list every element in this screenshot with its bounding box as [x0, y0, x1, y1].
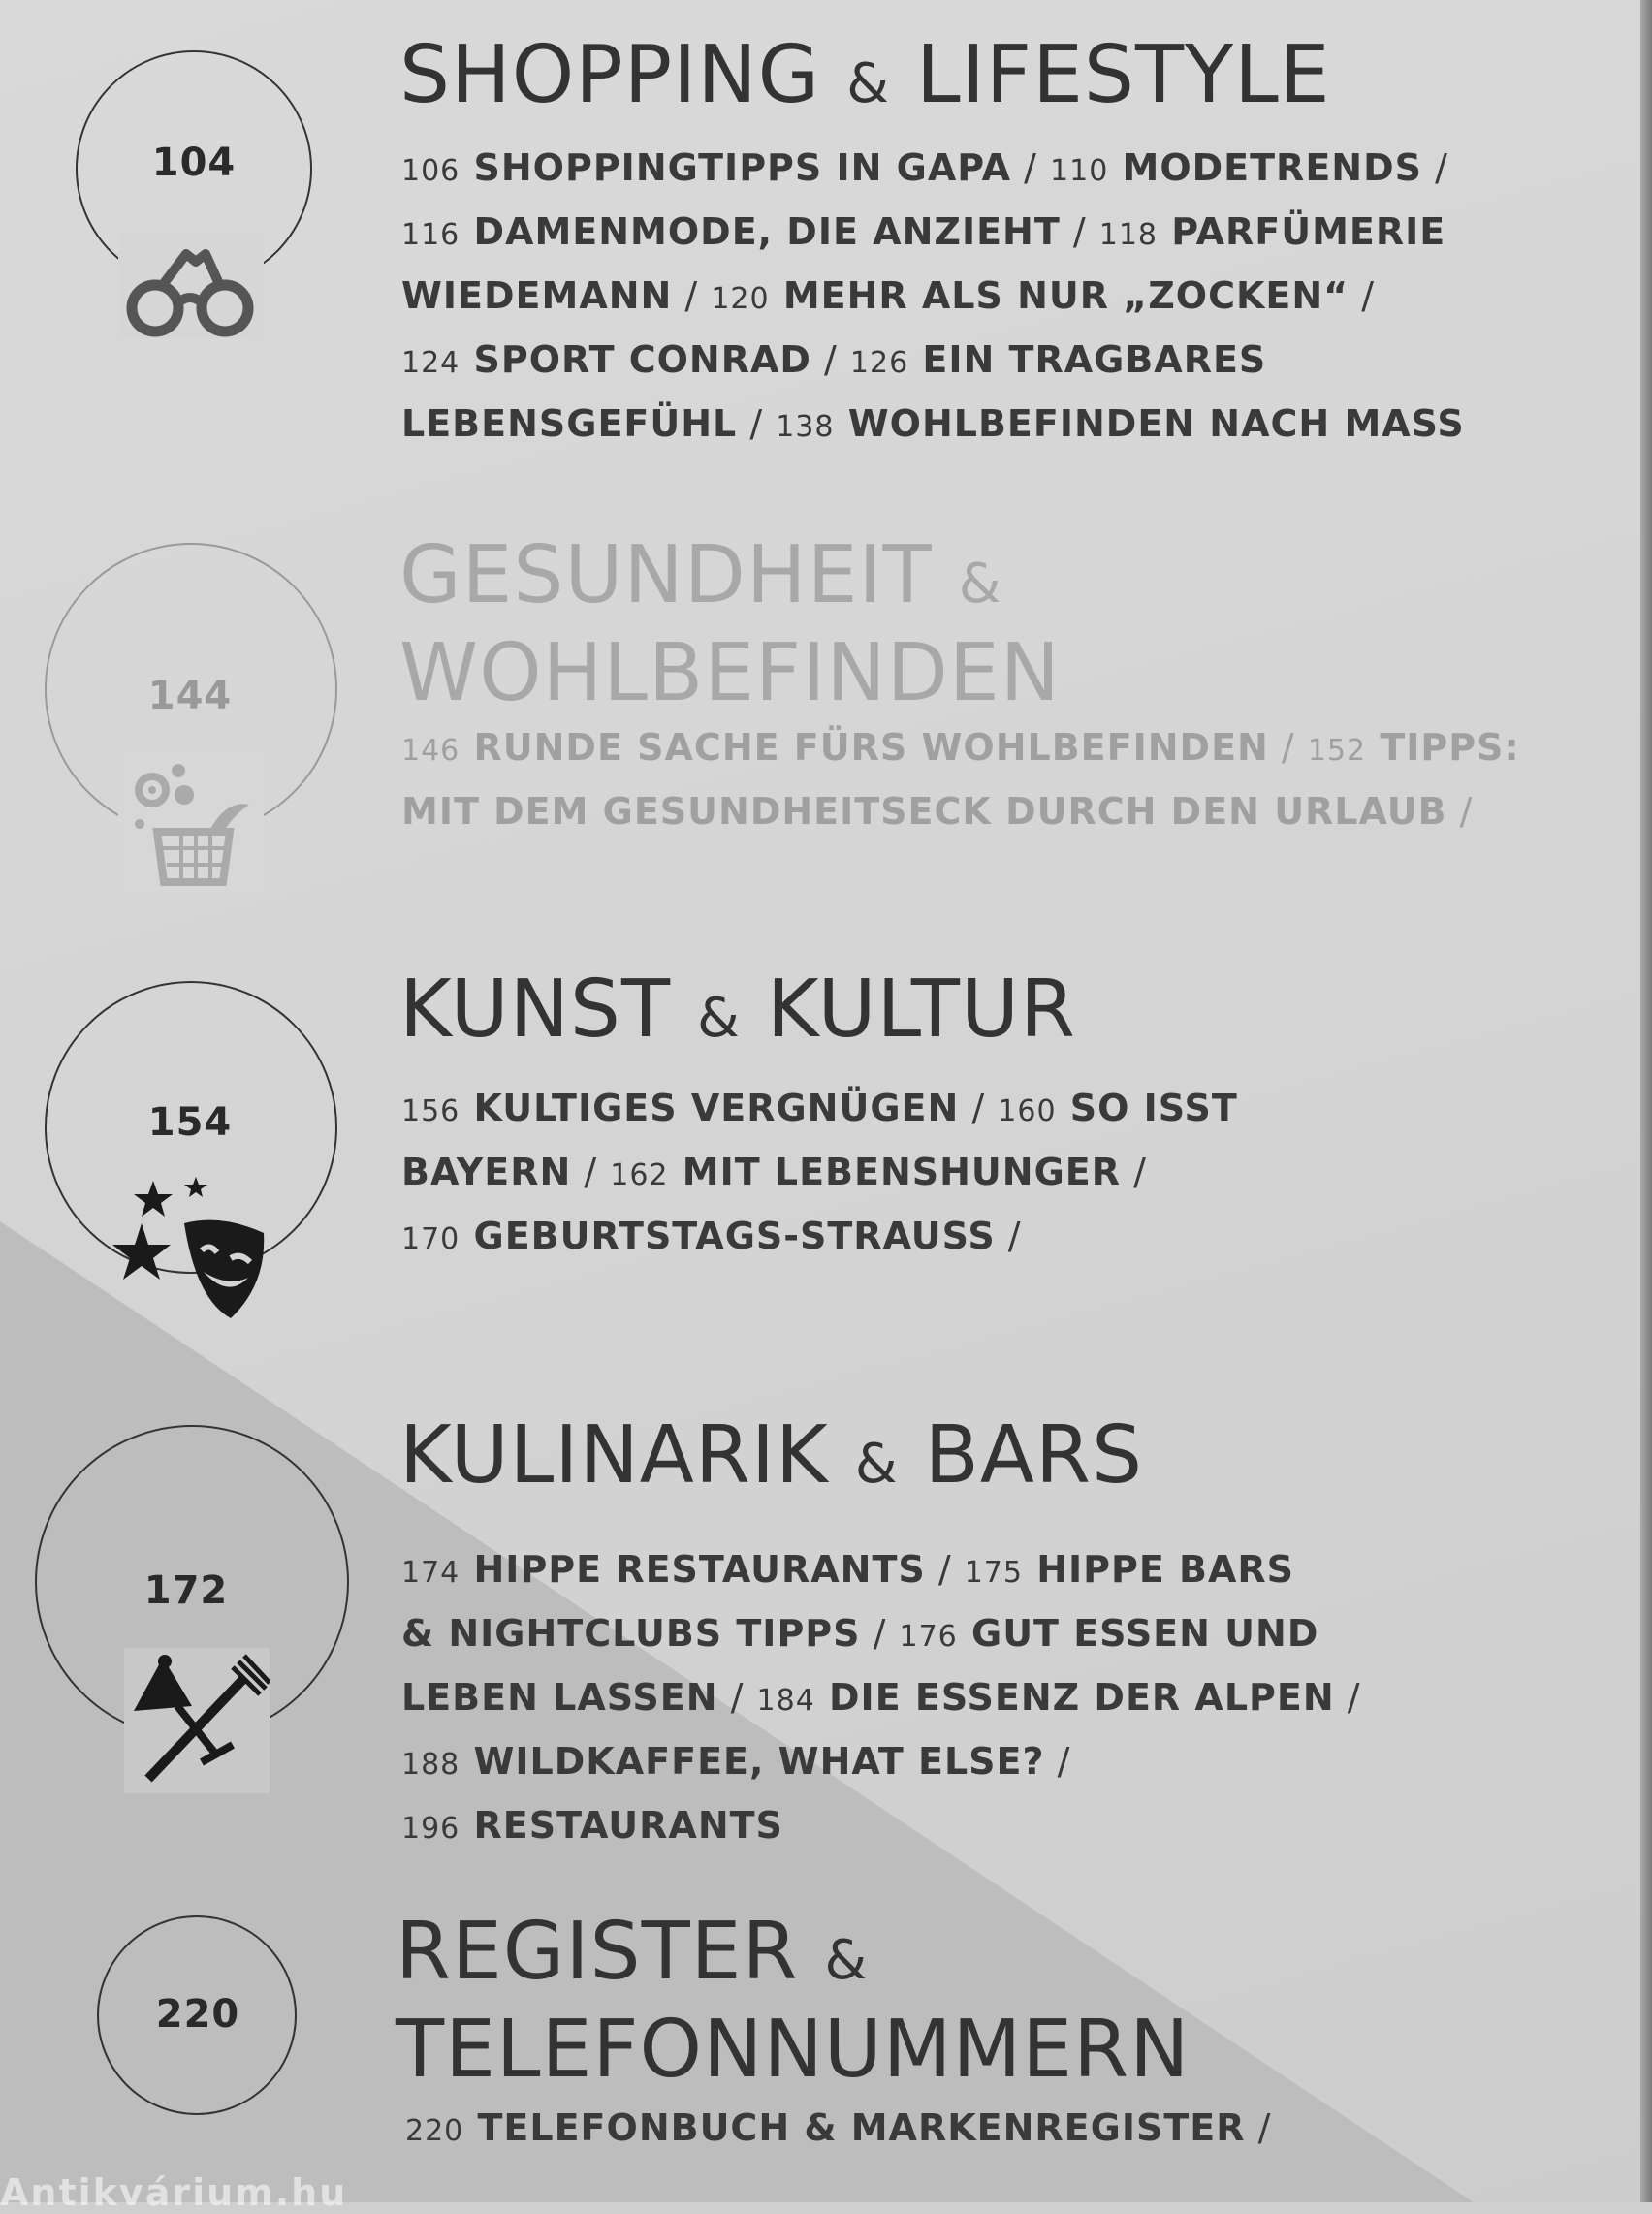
section-title: SHOPPING & LIFESTYLE [399, 29, 1331, 121]
toc-entry-title: HIPPE RESTAURANTS [473, 1548, 926, 1591]
separator: / [1060, 210, 1099, 253]
toc-entry-title: RESTAURANTS [473, 1804, 783, 1847]
toc-line [401, 717, 1520, 781]
toc-entry-title: TIPPS: [1380, 726, 1520, 769]
separator: / [737, 402, 777, 445]
toc-page-number: 110 [1050, 154, 1109, 188]
toc-entry-title: MIT LEBENSHUNGER [682, 1151, 1121, 1193]
glasses-icon [118, 233, 264, 339]
toc-entry-title: GEBURTSTAGS-STRAUSS [473, 1215, 996, 1257]
cocktail-fork-icon [124, 1648, 270, 1793]
separator: / [1121, 1151, 1147, 1193]
toc-page-number: 170 [401, 1222, 461, 1256]
toc-entry-title: BAYERN [401, 1151, 572, 1193]
page-number: 144 [147, 674, 233, 718]
toc-entry-title: SO ISST [1069, 1087, 1238, 1129]
flower-basket-icon [118, 746, 264, 892]
toc-entry-title: LEBEN LASSEN [401, 1676, 718, 1719]
toc-page-number: 152 [1307, 734, 1367, 768]
toc-entry-title: RUNDE SACHE FÜRS WOHLBEFINDEN [473, 726, 1269, 769]
toc-line [401, 1206, 1516, 1270]
page-number: 172 [143, 1568, 229, 1613]
toc-line [401, 1142, 1516, 1206]
separator: / [1245, 2106, 1272, 2149]
toc-page-number: 174 [401, 1556, 461, 1590]
toc-page-number: 124 [401, 346, 461, 380]
toc-page-number: 156 [401, 1094, 461, 1128]
toc-page-number: 184 [756, 1684, 815, 1718]
toc-page-number: 106 [401, 154, 461, 188]
toc-line [401, 202, 1516, 266]
toc-line [401, 1731, 1516, 1795]
toc-entry-title: HIPPE BARS [1036, 1548, 1295, 1591]
toc-entry-title: & NIGHTCLUBS TIPPS [401, 1612, 861, 1655]
toc-entry-title: SPORT CONRAD [473, 338, 811, 381]
page-edge [1640, 0, 1652, 2202]
toc-page-number: 176 [899, 1620, 958, 1654]
toc-page-number: 138 [776, 410, 835, 444]
toc-entry-title: WILDKAFFEE, WHAT ELSE? [473, 1740, 1045, 1783]
section-items [401, 138, 1516, 458]
section-items [401, 1078, 1516, 1270]
page-number: 220 [155, 1992, 240, 2037]
section-title: REGISTER & TELEFONNUMMERN [396, 1906, 1191, 2096]
section-items [405, 2098, 1520, 2162]
separator: / [1422, 146, 1448, 189]
toc-page-number: 196 [401, 1812, 461, 1846]
toc-page-number: 162 [610, 1158, 669, 1192]
toc-entry-title: EIN TRAGBARES [922, 338, 1267, 381]
toc-page-number: 120 [711, 282, 770, 316]
separator: / [810, 338, 850, 381]
toc-page-number: 220 [405, 2114, 464, 2148]
toc-line [401, 266, 1516, 330]
separator: / [1446, 790, 1474, 833]
toc-entry-title: DIE ESSENZ DER ALPEN [829, 1676, 1335, 1719]
separator: / [1268, 726, 1308, 769]
separator: / [860, 1612, 900, 1655]
toc-line [401, 781, 1516, 842]
toc-entry-title: PARFÜMERIE [1171, 210, 1446, 253]
toc-line [401, 1603, 1516, 1667]
toc-entry-title: TELEFONBUCH & MARKENREGISTER [477, 2106, 1246, 2149]
separator: / [959, 1087, 999, 1129]
page-number: 154 [147, 1100, 233, 1145]
toc-entry-title: SHOPPINGTIPPS IN GAPA [473, 146, 1012, 189]
toc-line [401, 330, 1516, 394]
toc-line [401, 1078, 1516, 1142]
toc-entry-title: WOHLBEFINDEN NACH MASS [847, 402, 1465, 445]
section-items [401, 717, 1520, 842]
toc-line [401, 1795, 1516, 1859]
separator: / [1011, 146, 1051, 189]
separator: / [1044, 1740, 1071, 1783]
toc-line [401, 1667, 1516, 1731]
toc-entry-title: MODETRENDS [1122, 146, 1422, 189]
page-number: 104 [151, 141, 237, 185]
section-title: GESUNDHEIT & WOHLBEFINDEN [399, 529, 1062, 719]
separator: / [672, 274, 712, 317]
section-items [401, 1539, 1516, 1859]
toc-page-number: 146 [401, 734, 461, 768]
toc-entry-title: KULTIGES VERGNÜGEN [473, 1087, 960, 1129]
toc-entry-title: GUT ESSEN UND [971, 1612, 1319, 1655]
toc-entry-title: MEHR ALS NUR „ZOCKEN“ [782, 274, 1350, 317]
toc-entry-title: DAMENMODE, DIE ANZIEHT [473, 210, 1061, 253]
separator: / [717, 1676, 757, 1719]
separator: / [571, 1151, 611, 1193]
separator: / [1334, 1676, 1361, 1719]
theater-mask-icon [107, 1163, 291, 1328]
toc-page-number: 160 [998, 1094, 1057, 1128]
toc-line [405, 2098, 1520, 2162]
toc-entry-title: WIEDEMANN [401, 274, 673, 317]
watermark: Antikvárium.hu [0, 2171, 348, 2214]
section-title: KULINARIK & BARS [399, 1409, 1144, 1502]
separator: / [1349, 274, 1376, 317]
toc-page-number: 118 [1098, 218, 1159, 252]
separator: / [925, 1548, 965, 1591]
toc-page-number: 126 [849, 346, 909, 380]
toc-entry-title: LEBENSGEFÜHL [401, 402, 738, 445]
toc-line [401, 394, 1516, 458]
separator: / [995, 1215, 1022, 1257]
toc-entry-title: MIT DEM GESUNDHEITSECK DURCH DEN URLAUB [401, 790, 1447, 833]
toc-page-number: 175 [964, 1556, 1023, 1590]
toc-page-number: 116 [401, 218, 461, 252]
section-title: KUNST & KULTUR [399, 964, 1076, 1056]
toc-page-number: 188 [401, 1748, 461, 1782]
toc-line [401, 138, 1516, 202]
toc-line [401, 1539, 1516, 1603]
